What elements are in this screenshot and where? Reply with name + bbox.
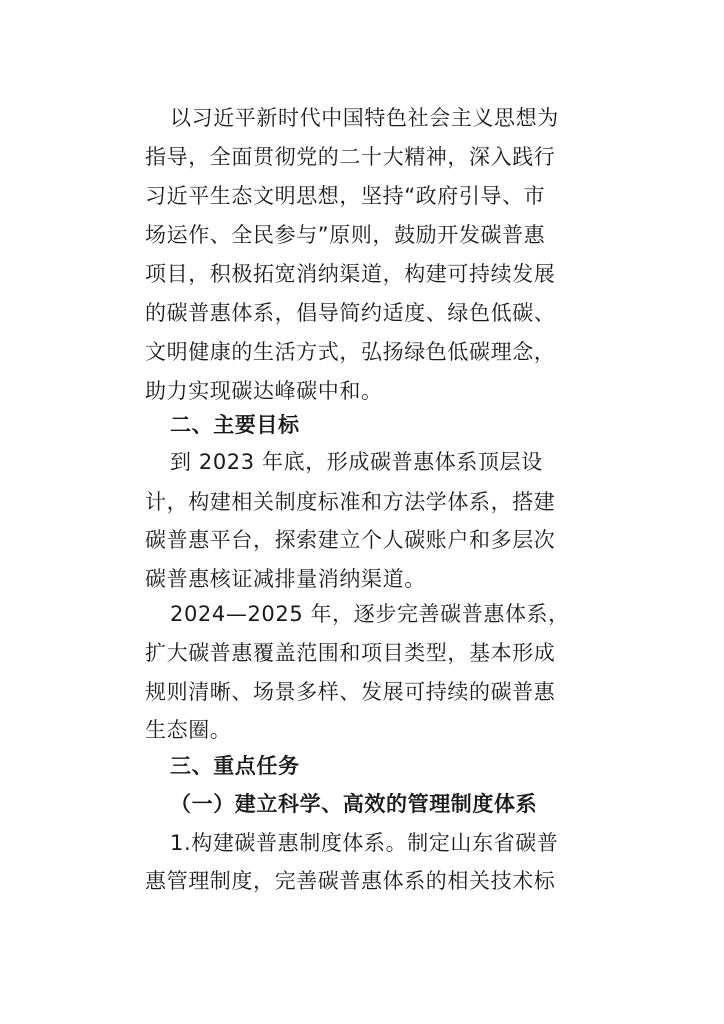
section-heading: 三、重点任务 [170,754,300,778]
paragraph-line: 文明健康的生活方式，弘扬绿色低碳理念， [145,340,556,364]
paragraph-line: 规则清晰、场景多样、发展可持续的碳普惠 [145,680,556,704]
paragraph-line: 惠管理制度，完善碳普惠体系的相关技术标 [145,869,556,893]
section-heading: 二、主要目标 [170,413,300,437]
paragraph-line: 生态圈。 [145,718,232,742]
paragraph-line: 到 2023 年底，形成碳普惠体系顶层设 [170,450,543,474]
paragraph-line: 以习近平新时代中国特色社会主义思想为 [170,106,559,130]
paragraph-line: 指导，全面贯彻党的二十大精神，深入践行 [145,145,556,169]
paragraph-line: 1.构建碳普惠制度体系。制定山东省碳普 [170,831,559,855]
paragraph-line: 碳普惠平台，探索建立个人碳账户和多层次 [145,528,556,552]
paragraph-line: 计，构建相关制度标准和方法学体系，搭建 [145,490,556,514]
paragraph-line: 的碳普惠体系，倡导简约适度、绿色低碳、 [145,301,556,325]
paragraph-line: 习近平生态文明思想，坚持“政府引导、市 [145,184,546,208]
paragraph-line: 项目，积极拓宽消纳渠道，构建可持续发展 [145,262,556,286]
paragraph-line: 碳普惠核证减排量消纳渠道。 [145,567,426,591]
paragraph-line: 场运作、全民参与”原则，鼓励开发碳普惠 [145,223,546,247]
paragraph-line: 助力实现碳达峰碳中和。 [145,379,383,403]
paragraph-line: 2024—2025 年，逐步完善碳普惠体系， [170,602,570,626]
paragraph-line: 扩大碳普惠覆盖范围和项目类型，基本形成 [145,641,556,665]
subsection-heading: （一）建立科学、高效的管理制度体系 [170,792,538,816]
